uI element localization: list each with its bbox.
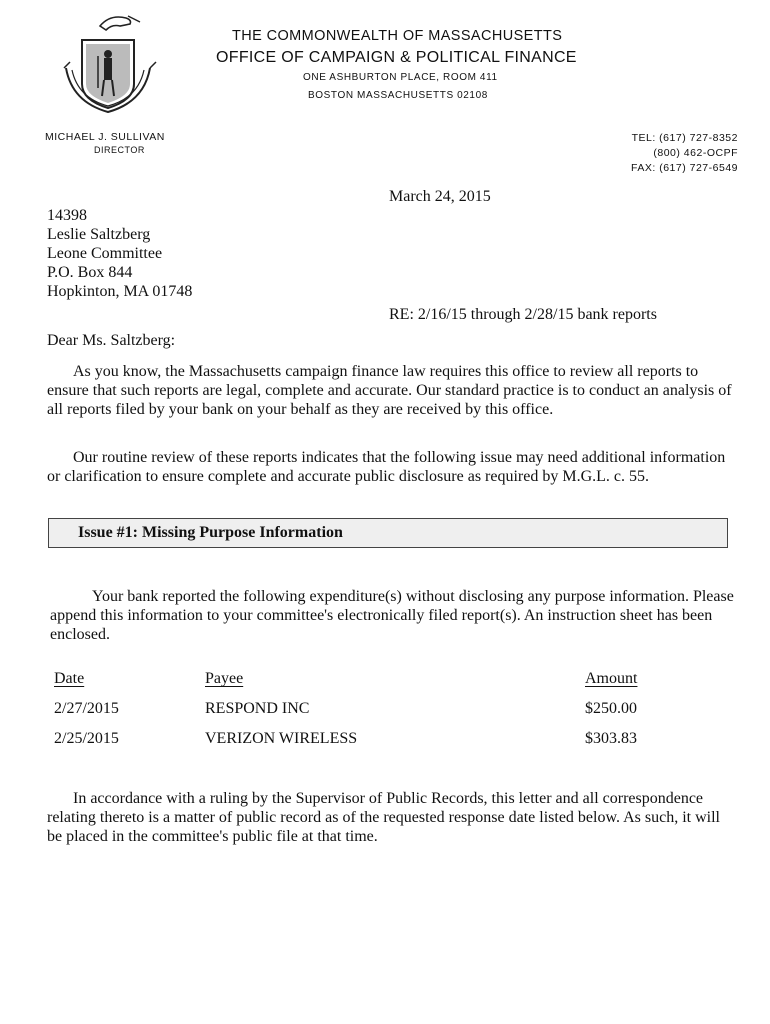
paragraph-1 xyxy=(47,362,737,419)
issue-header-box xyxy=(48,518,728,548)
table-header-date: Date xyxy=(54,670,85,687)
director-title: DIRECTOR xyxy=(94,145,145,155)
tel-number-2: (800) 462-OCPF xyxy=(653,147,738,159)
letter-date: March 24, 2015 xyxy=(389,188,491,205)
letterhead-address-1: ONE ASHBURTON PLACE, ROOM 411 xyxy=(303,72,498,83)
director-name: MICHAEL J. SULLIVAN xyxy=(45,131,165,143)
letterhead-office-name: OFFICE OF CAMPAIGN & POLITICAL FINANCE xyxy=(216,49,577,66)
fax-number: FAX: (617) 727-6549 xyxy=(631,162,738,174)
letterhead-line-1: THE COMMONWEALTH OF MASSACHUSETTS xyxy=(232,28,563,44)
table-row-1-date: 2/27/2015 xyxy=(54,700,119,717)
paragraph-2-text: Our routine review of these reports indicates that the following issue may need additional information or clarification to ensure complete and accurate public disclosure as required by M.G.L. c. 55. xyxy=(47,449,726,485)
tel-number: TEL: (617) 727-8352 xyxy=(631,132,738,144)
paragraph-4 xyxy=(47,789,737,846)
table-header-payee: Payee xyxy=(205,670,244,687)
table-row-1-payee: RESPOND INC xyxy=(205,700,310,717)
table-header-amount: Amount xyxy=(585,670,638,687)
paragraph-2 xyxy=(47,448,737,486)
paragraph-4-text: In accordance with a ruling by the Supervisor of Public Records, this letter and all correspondence relating thereto is a matter of public record as of the requested response date listed below. As such, it will be placed in the committee's public file at that time. xyxy=(47,790,720,845)
recipient-address xyxy=(47,206,192,301)
table-row-1-amount: $250.00 xyxy=(585,700,637,717)
recipient-city: Hopkinton, MA 01748 xyxy=(47,283,193,300)
table-row-2-payee: VERIZON WIRELESS xyxy=(205,730,358,747)
table-row-2-amount: $303.83 xyxy=(585,730,637,747)
massachusetts-seal-icon xyxy=(62,8,172,124)
paragraph-3 xyxy=(50,587,740,644)
issue-title: Issue #1: Missing Purpose Information xyxy=(78,524,343,541)
table-row-2-date: 2/25/2015 xyxy=(54,730,119,747)
recipient-po-box: P.O. Box 844 xyxy=(47,264,133,281)
recipient-name: Leslie Saltzberg xyxy=(47,226,151,243)
letterhead-address-2: BOSTON MASSACHUSETTS 02108 xyxy=(308,90,488,101)
contact-block xyxy=(631,131,738,176)
paragraph-3-text: Your bank reported the following expenditure(s) without disclosing any purpose information. Please append this information to your committee's electronically filed report(s). An instruction sheet has been enclosed. xyxy=(50,588,734,643)
recipient-committee: Leone Committee xyxy=(47,245,163,262)
re-line: RE: 2/16/15 through 2/28/15 bank reports xyxy=(389,306,657,323)
paragraph-1-text: As you know, the Massachusetts campaign finance law requires this office to review all reports to ensure that such reports are legal, complete and accurate. Our standard practice is to conduct an analysis of all reports filed by your bank on your behalf as they are received by this office. xyxy=(47,363,732,418)
recipient-id: 14398 xyxy=(47,207,87,224)
salutation: Dear Ms. Saltzberg: xyxy=(47,332,176,349)
